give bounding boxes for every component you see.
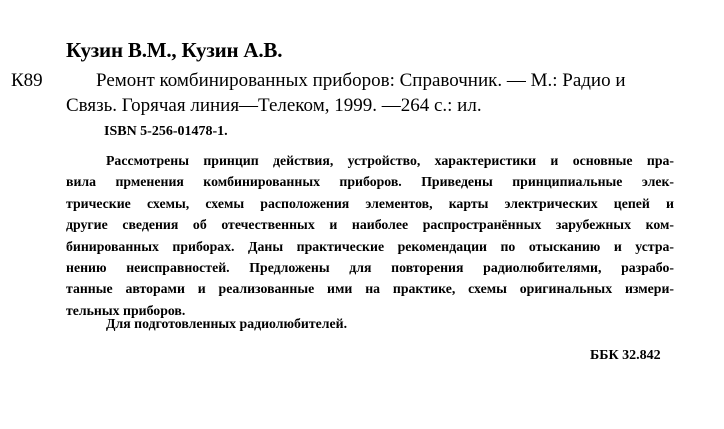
isbn: ISBN 5-256-01478-1. — [104, 124, 228, 139]
abstract-line: трические схемы, схемы расположения элементов, карты электрических цепей и — [66, 195, 674, 211]
description-line-2: Связь. Горячая линия—Телеком, 1999. —264 с.: ил. — [66, 95, 482, 116]
abstract-line: тельных приборов. — [66, 302, 186, 318]
cutter-code: К89 — [11, 70, 43, 91]
abstract-line: бинированных приборах. Даны практические рекомендации по отысканию и устра- — [66, 238, 674, 254]
abstract-line: нению неисправностей. Предложены для повторения радиолюбителями, разрабо- — [66, 260, 674, 276]
abstract-line: Рассмотрены принцип действия, устройство, характеристики и основные пра- — [106, 153, 674, 168]
abstract-line: танные авторами и реализованные ими на практике, схемы оригинальных измери- — [66, 281, 674, 297]
authors: Кузин В.М., Кузин А.В. — [66, 38, 283, 62]
audience-note: Для подготовленных радиолюбителей. — [106, 316, 348, 331]
description-line-1: Ремонт комбинированных приборов: Справочник. — М.: Радио и — [96, 70, 626, 91]
bbk-code: ББК 32.842 — [590, 348, 661, 363]
abstract — [66, 150, 674, 321]
abstract-line: другие сведения об отечественных и наиболее распространённых зарубежных ком- — [66, 217, 674, 233]
abstract-line: вила прменения комбинированных приборов. Приведены принципиальные элек- — [66, 174, 674, 190]
